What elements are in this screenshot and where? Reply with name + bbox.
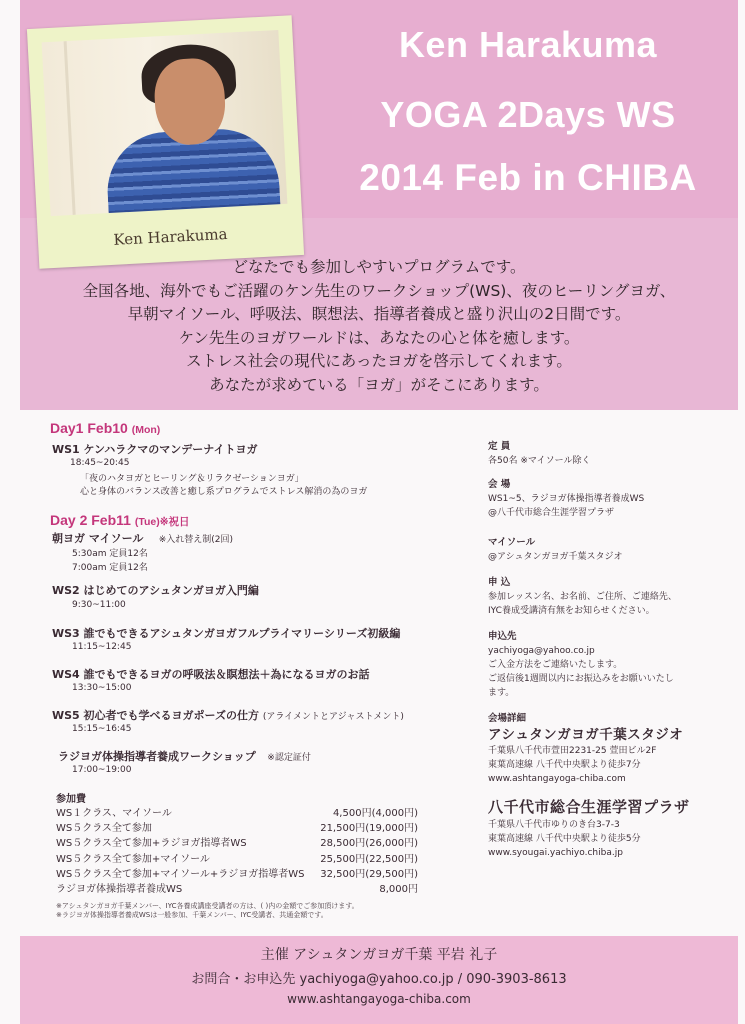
radio-yoga-time: 17:00~19:00: [72, 765, 132, 775]
photo-caption: Ken Harakuma: [112, 224, 228, 249]
title-date-place: 2014 Feb in CHIBA: [359, 157, 697, 198]
contact-block: 申込先 yachiyoga@yahoo.co.jp ご入金方法をご連絡いたします。 ご返信後1週間以内にお振込みをお願いいたし ます。: [488, 631, 674, 698]
day1-heading: Day1 Feb10 (Mon): [50, 420, 161, 436]
fees-heading: 参加費: [56, 794, 86, 805]
intro-line: 早朝マイソール、呼吸法、瞑想法、指導者養成と盛り沢山の2日間です。: [127, 305, 631, 323]
ws5-title: WS5 初心者でも学べるヨガポーズの仕方 (アライメントとアジャストメント): [52, 709, 404, 722]
plaza-block: 八千代市総合生涯学習プラザ 千葉県八千代市ゆりのき台3-7-3 東葉高速線 八千代中央駅より徒歩5分 www.syougai.yachiyo.chiba.jp: [488, 798, 690, 858]
mysore-slot: 7:00am 定員12名: [72, 563, 148, 573]
footer-website[interactable]: www.ashtangayoga-chiba.com: [287, 992, 471, 1006]
intro-line: どなたでも参加しやすいプログラムです。: [232, 258, 526, 276]
ws1-desc: 「夜のハタヨガとヒーリング＆リラクゼーションヨガ」: [80, 474, 304, 484]
venue-block: 会 場 WS1~5、ラジヨガ体操指導者養成WS @八千代市総合生涯学習プラザ: [488, 479, 645, 518]
ws5-time: 15:15~16:45: [72, 724, 132, 734]
radio-yoga-title: ラジヨガ体操指導者養成ワークショップ ※認定証付: [58, 750, 311, 763]
ws3-time: 11:15~12:45: [72, 642, 132, 652]
day2-heading: Day 2 Feb11 (Tue)※祝日: [50, 512, 190, 528]
ws1-title: WS1 ケンハラクマのマンデーナイトヨガ: [52, 443, 258, 456]
studio-url[interactable]: www.ashtangayoga-chiba.com: [488, 774, 626, 784]
fees-table: [56, 806, 418, 897]
ws2-time: 9:30~11:00: [72, 600, 126, 610]
intro-text: [20, 256, 738, 397]
application-block: 申 込 参加レッスン名、お名前、ご住所、ご連絡先、 IYC養成受講済有無をお知らせください。: [488, 577, 677, 616]
mysore-venue-block: マイソール @アシュタンガヨガ千葉スタジオ: [488, 537, 623, 562]
fee-row: WS５クラス全て参加+マイソール 25,500円(22,500円): [56, 853, 418, 865]
mysore-title: 朝ヨガ マイソール ※入れ替え制(2回): [52, 532, 234, 545]
venue-detail-block: 会場詳細 アシュタンガヨガ千葉スタジオ 千葉県八千代市萱田2231-25 萱田ビル2F 東葉高速線 八千代中央駅より徒歩7分 www.ashtangayoga-chiba.com: [488, 713, 684, 784]
ws4-title: WS4 誰でもできるヨガの呼吸法＆瞑想法＋為になるヨガのお話: [52, 668, 370, 681]
studio-name: アシュタンガヨガ千葉スタジオ: [488, 727, 684, 743]
intro-line: 全国各地、海外でもご活躍のケン先生のワークショップ(WS)、夜のヒーリングヨガ、: [82, 281, 676, 300]
contact-email[interactable]: yachiyoga@yahoo.co.jp: [488, 646, 595, 656]
intro-line: あなたが求めている「ヨガ」がそこにあります。: [209, 375, 549, 394]
instructor-photo-card: [27, 15, 304, 269]
fee-row: WS５クラス全て参加 21,500円(19,000円): [56, 823, 418, 835]
fee-row: WS５クラス全て参加+マイソール+ラジヨガ指導者WS 32,500円(29,500円): [56, 868, 418, 880]
organizer: 主催 アシュタンガヨガ千葉 平岩 礼子: [260, 947, 498, 963]
ws1-time: 18:45~20:45: [70, 458, 130, 468]
fee-row: WS５クラス全て参加+ラジヨガ指導者WS 28,500円(26,000円): [56, 838, 418, 850]
fee-row: WS１クラス、マイソール 4,500円(4,000円): [56, 808, 418, 819]
ws3-title: WS3 誰でもできるアシュタンガヨガフルプライマリーシリーズ初級編: [52, 627, 401, 640]
plaza-name: 八千代市総合生涯学習プラザ: [488, 798, 690, 816]
intro-line: ケン先生のヨガワールドは、あなたの心と体を癒します。: [178, 328, 580, 347]
mysore-slot: 5:30am 定員12名: [72, 549, 148, 559]
title-event: YOGA 2Days WS: [380, 94, 676, 135]
fee-row: ラジヨガ体操指導者養成WS 8,000円: [56, 884, 418, 896]
intro-line: ストレス社会の現代にあったヨガを啓示してくれます。: [186, 352, 572, 370]
plaza-url[interactable]: www.syougai.yachiyo.chiba.jp: [488, 848, 623, 858]
fees-footnote: ※アシュタンガヨガ千葉メンバー、IYC各養成講座受講者の方は、( )内の金額でご参加頂けます。 ※ラジヨガ体操指導者養成WSは一般参加、千葉メンバー、IYC受講者、共通金額です。: [56, 902, 359, 919]
ws2-title: WS2 はじめてのアシュタンガヨガ入門編: [52, 584, 259, 597]
ws4-time: 13:30~15:00: [72, 683, 132, 693]
capacity-block: 定 員 各50名 ※マイソール除く: [488, 441, 591, 466]
instructor-photo: [42, 30, 288, 216]
title-name: Ken Harakuma: [398, 24, 658, 65]
ws1-desc: 心と身体のバランス改善と癒し系プログラムでストレス解消の為のヨガ: [80, 487, 368, 497]
footer-contact[interactable]: お問合・お申込先 yachiyoga@yahoo.co.jp / 090-3903-8613: [191, 972, 567, 987]
